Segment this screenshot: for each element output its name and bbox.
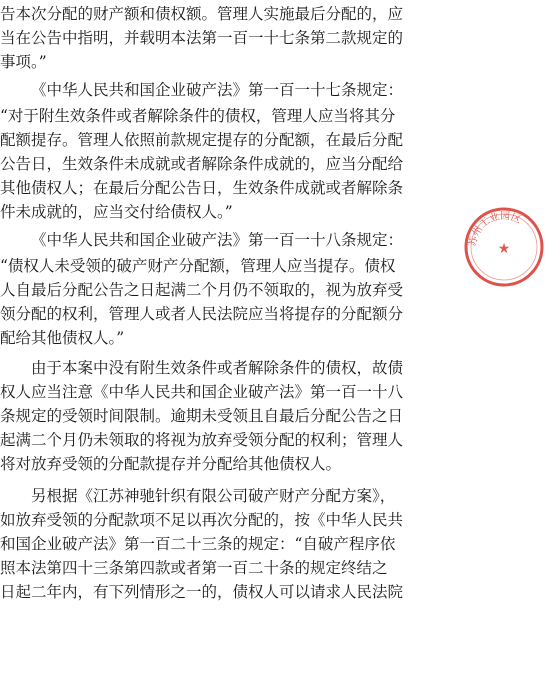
text-line-5: “对于附生效条件或者解除条件的债权，管理人应当将其分	[0, 107, 396, 125]
text-line-21: 如放弃受领的分配款项不足以再次分配的，按《中华人民共	[0, 511, 404, 529]
text-line-22: 和国企业破产法》第一百二十三条的规定：“自破产程序依	[0, 535, 396, 553]
text-line-19: 将对放弃受领的分配款提存并分配给其他债权人。	[0, 455, 342, 473]
text-line-4: 《中华人民共和国企业破产法》第一百一十七条规定：	[31, 81, 404, 99]
text-line-18: 起满二个月仍未领取的将视为放弃受领分配的权利；管理人	[0, 431, 404, 449]
svg-text:苏州工业园区: 苏州工业园区	[467, 210, 523, 248]
text-line-2: 当在公告中指明，并载明本法第一百一十七条第二款规定的	[0, 29, 404, 47]
text-line-7: 公告日，生效条件未成就或者解除条件成就的，应当分配给	[0, 155, 404, 173]
text-line-10: 《中华人民共和国企业破产法》第一百一十八条规定：	[31, 231, 404, 249]
svg-text:★: ★	[497, 241, 511, 257]
text-line-16: 权人应当注意《中华人民共和国企业破产法》第一百一十八	[0, 383, 404, 401]
text-line-24: 日起二年内，有下列情形之一的，债权人可以请求人民法院	[0, 583, 404, 601]
text-line-20: 另根据《江苏神驰针织有限公司破产财产分配方案》，	[31, 487, 396, 505]
text-line-9: 件未成就的，应当交付给债权人。”	[0, 203, 233, 221]
text-line-14: 配给其他债权人。”	[0, 329, 125, 347]
text-line-1: 告本次分配的财产额和债权额。管理人实施最后分配的，应	[0, 5, 404, 23]
text-line-23: 照本法第四十三条第四款或者第一百二十条的规定终结之	[0, 559, 388, 577]
text-line-15: 由于本案中没有附生效条件或者解除条件的债权，故债	[31, 359, 404, 377]
text-line-13: 领分配的权利，管理人或者人民法院应当将提存的分配额分	[0, 305, 404, 323]
text-line-17: 条规定的受领时间限制。逾期未受领且自最后分配公告之日	[0, 407, 404, 425]
text-line-8: 其他债权人；在最后分配公告日，生效条件成就或者解除条	[0, 179, 404, 197]
text-line-3: 事项。”	[0, 53, 47, 71]
text-line-12: 人自最后分配公告之日起满二个月仍不领取的，视为放弃受	[0, 281, 404, 299]
seal-stamp	[462, 205, 546, 289]
text-line-6: 配额提存。管理人依照前款规定提存的分配额，在最后分配	[0, 131, 404, 149]
text-line-11: “债权人未受领的破产财产分配额，管理人应当提存。债权	[0, 257, 396, 275]
